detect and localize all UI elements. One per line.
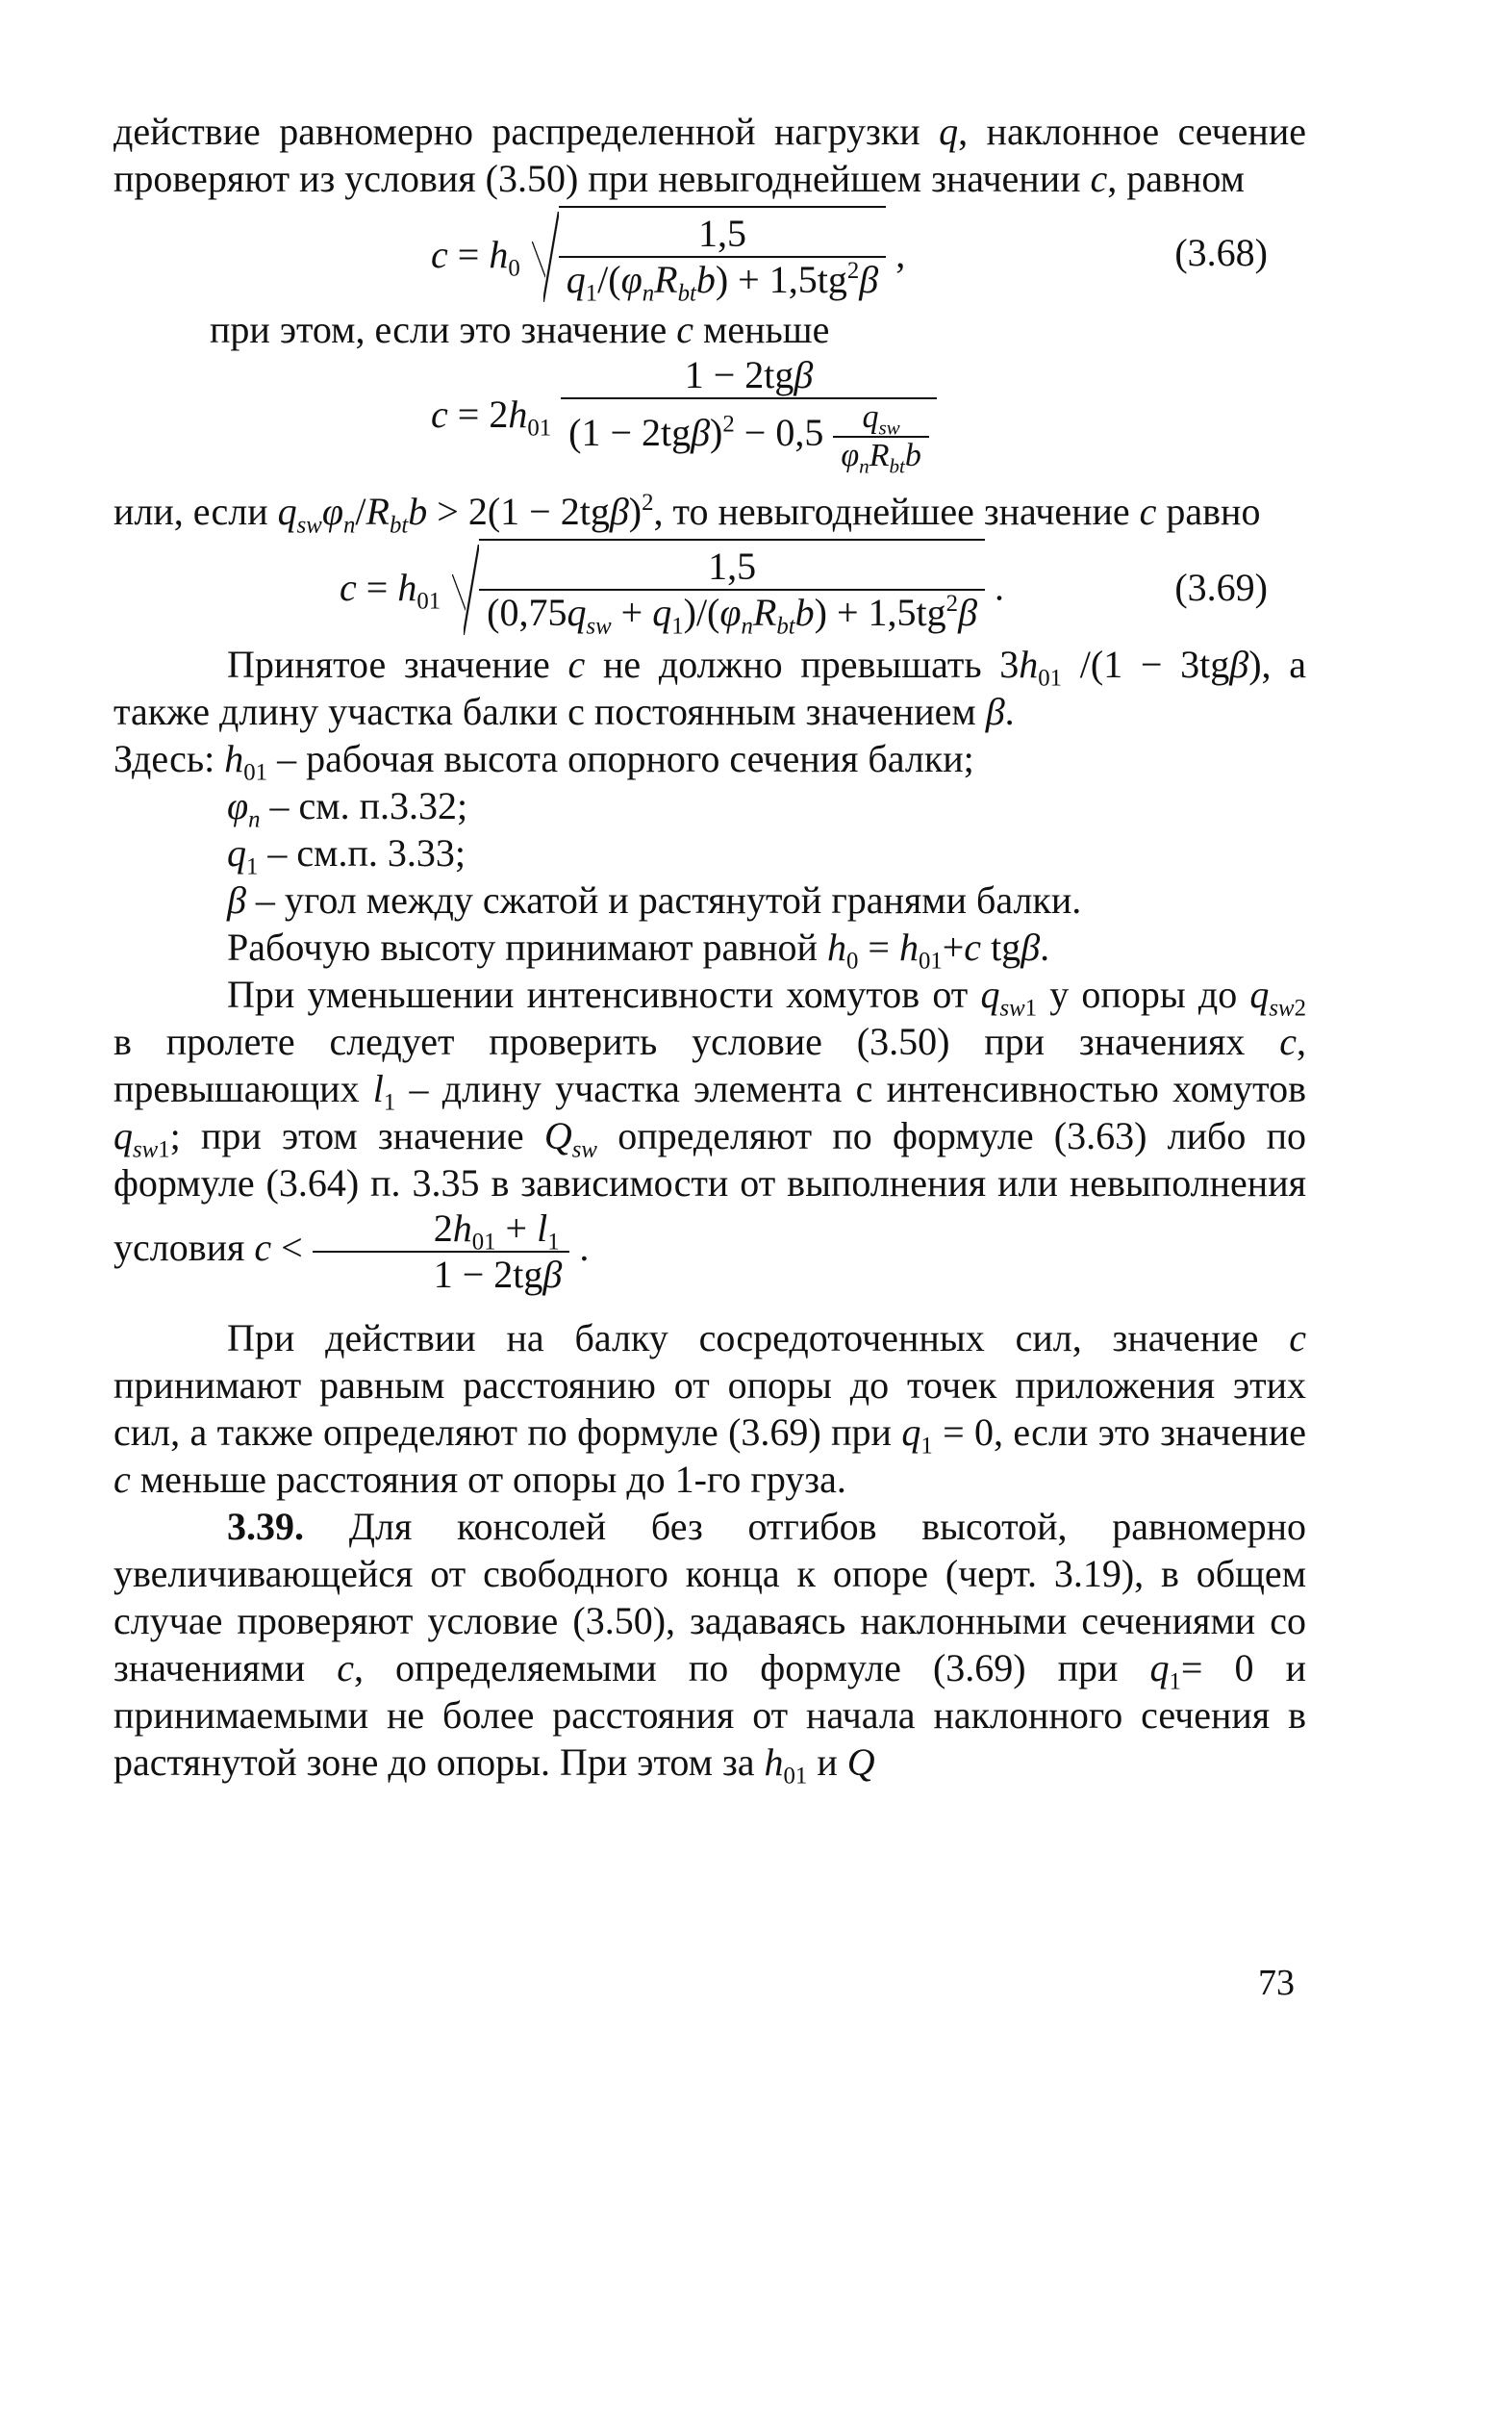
inline-fraction: $\frac{2h_{01} + l_1}{\text{1 − 2tgβ}}$ <box>313 1206 570 1297</box>
equation-number: (3.68) <box>1174 231 1268 274</box>
definition-beta: β – угол между сжатой и растянутой гранями балки. <box>227 878 1082 922</box>
section-number: 3.39. <box>227 1505 304 1548</box>
definition-q1: $q_1 - см.п$. 3.33; <box>227 831 466 880</box>
paragraph-concentrated-forces: При действии на балку сосредоточенных сил, значение c принимают равным расстоянию от опоры до точек приложения этих сил, а также определяют по формуле (3.69) при $q_1 = 0$, если это значение c меньше расстояния от опоры до 1-го груза. <box>113 1316 1306 1501</box>
equation-3-69: $c = h_{01}$ $\frac{1,5}{(0,75q_{sw} + q_1)/(\varphi_nR_{bt}b) + 1,5tg^2\beta}$ . (3.69) <box>113 535 1306 641</box>
equation-number: (3.69) <box>1174 566 1268 609</box>
definition-h01: Здесь: $h_{01}$ – рабочая высота опорного сечения балки; <box>113 737 974 786</box>
paragraph-intro: действие равномерно распределенной нагрузки q, наклонное сечение проверяют из условия (3.50) при невыгоднейшем значении c, равном <box>113 110 1306 200</box>
definition-phi: $\varphi_n$ – см. п.3.32; <box>227 784 468 833</box>
definition-h0: Рабочую высоту принимают равной $h_0 = h_{01}+c$ tgβ. <box>227 926 1050 975</box>
paragraph-or-condition: или, если $q_{sw}\varphi_n/R_{bt}b > 2(1 - 2tg\beta)^2$, то невыгоднейшее значение c равно <box>113 490 1261 539</box>
paragraph-3-39: 3.39. Для консолей без отгибов высотой, равномерно увеличивающейся от свободного конца к опоре (черт. 3.19), в общем случае проверяют условие (3.50), задаваясь наклонными сечениями со значениями c, определяемыми по формуле (3.69) при $q_1= 0$ и принимаемыми не более расстояния от начала наклонного сечения в растянутой зоне до опоры. При этом за $h_{01}$ и Q <box>113 1505 1306 1790</box>
page-number: 73 <box>1258 1963 1295 2003</box>
paragraph-condition: при этом, если это значение c меньше <box>210 308 830 351</box>
equation-c-2h01: $c = 2h_{01}$ 1 − 2tgβ $(1 - 2tg\beta)^2 - 0,5$ $\frac{q_{sw}}{\varphi_nR_{bt}b}$ <box>113 353 1306 488</box>
paragraph-accepted-value: Принятое значение c не должно превышать $3h_{01}$ /(1 − 3tgβ), а также длину участка балки с постоянным значением β. <box>113 643 1307 733</box>
equation-3-68: $c = h_0$ $\frac{1,5}{q_1/(\varphi_nR_{bt}b) + 1,5tg^2\beta}$ , (3.68) <box>113 202 1306 306</box>
page-body <box>113 108 1307 1790</box>
paragraph-stirrups: При уменьшении интенсивности хомутов от $q_{sw1}$ у опоры до $q_{sw2}$ в пролете следует проверить условие (3.50) при значениях c, превышающих $l_1$ – длину участка элемента с интенсивностью хомутов $q_{sw1}$; при этом значение $Q_{sw}$ определяют по формуле (3.63) либо по формуле (3.64) п. 3.35 в зависимости от выполнения или невыполнения условия c < $\frac{2h_{01} + l_1}{\text{1 − 2tgβ}}$ . <box>113 973 1306 1296</box>
